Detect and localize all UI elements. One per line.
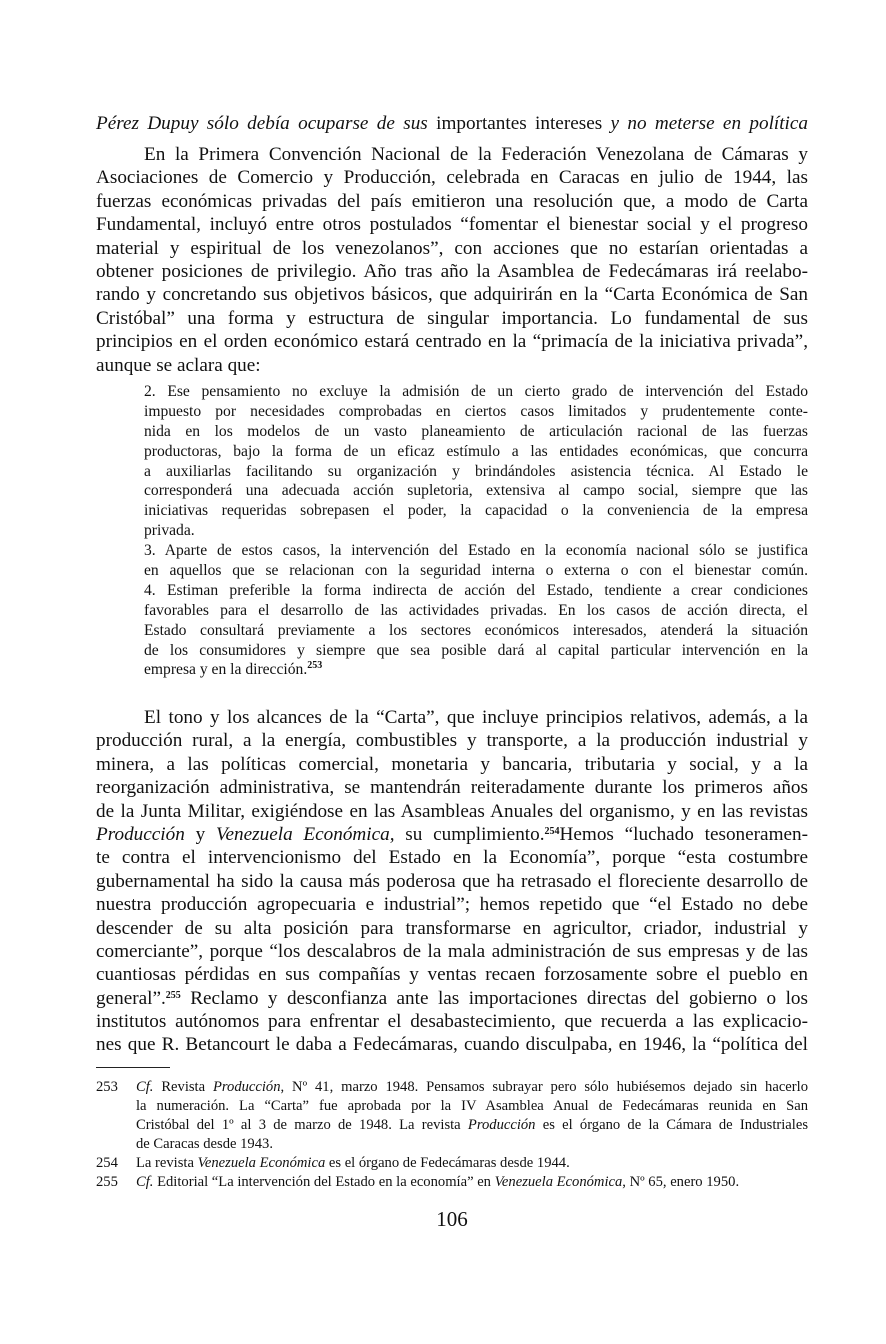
journal-title: Producción xyxy=(467,1117,536,1133)
text: Hemos “luchado tesoneramen- xyxy=(559,823,808,845)
quote-line: iniciativas requeridas sobrepasen el poder, la capacidad o la conveniencia de la empresa xyxy=(144,502,808,520)
page-number: 106 xyxy=(436,1207,468,1231)
footnote-line: de Caracas desde 1943. xyxy=(136,1136,273,1152)
section-heading xyxy=(96,111,808,137)
text: Cf. xyxy=(136,1079,154,1095)
heading-roman-part: importantes intereses xyxy=(427,113,611,134)
paragraph-line: El tono y los alcances de la “Carta”, que incluye principios relativos, además, a la xyxy=(144,707,808,728)
paragraph-line: En la Primera Convención Nacional de la Federación Venezolana de Cámaras y xyxy=(144,144,808,165)
text: es el órgano de Fedecámaras desde 1944. xyxy=(325,1155,570,1171)
paragraph-line: reorganización administrativa, se mantendrán reiteradamente durante los primeros años xyxy=(96,777,808,799)
paragraph-line: fuerzas económicas privadas del país emitieron una resolución que, a modo de Carta xyxy=(96,190,808,212)
paragraph-2 xyxy=(96,706,808,1057)
paragraph-line: comerciante”, porque “los descalabros de la mala administración de sus empresas y de las xyxy=(96,940,808,962)
text: general”. xyxy=(96,987,166,1009)
footnote-line xyxy=(136,1173,808,1192)
paragraph-line: cuantiosas pérdidas en sus compañías y ventas recaen forzosamente sobre el pueblo en xyxy=(96,964,808,986)
paragraph-line xyxy=(96,987,808,1010)
text: Cf. xyxy=(136,1174,154,1190)
journal-title: Producción xyxy=(96,823,185,845)
text: , Nº 41, marzo 1948. Pensamos subrayar pero sólo hubiésemos dejado sin hacerlo xyxy=(280,1079,808,1095)
paragraph-line: minera, a las políticas comercial, monetaria y bancaria, tributaria y social, y a la xyxy=(96,753,808,775)
paragraph-line: descender de su alta posición para transformarse en agricultor, criador, industrial y xyxy=(96,917,808,939)
footnotes xyxy=(96,1078,808,1192)
footnote-separator xyxy=(96,1067,170,1068)
paragraph-line: aunque se aclara que: xyxy=(96,354,261,376)
quote-line: favorables para el desarrollo de las actividades privadas. En los casos de acción directa, el xyxy=(144,601,808,619)
paragraph-line: rando y concretando sus objetivos básicos, que adquirirán en la “Carta Económica de San xyxy=(96,284,808,306)
paragraph-line: producción rural, a la energía, combustibles y transporte, a la producción industrial y xyxy=(96,730,808,752)
paragraph-line: nes que R. Betancourt le daba a Fedecámaras, cuando disculpaba, en 1946, la “política del xyxy=(96,1034,808,1056)
journal-title: Venezuela Económica, xyxy=(215,823,395,845)
text: Cristóbal del 1º al 3 de marzo de 1948. La revista xyxy=(136,1117,468,1133)
paragraph-line: te contra el intervencionismo del Estado en la Economía”, porque “esta costumbre xyxy=(96,847,808,869)
quote-line: nida en los modelos de un vasto planeamiento de articulación racional de las fuerzas xyxy=(144,422,808,440)
paragraph-1 xyxy=(96,143,808,377)
footnote-254 xyxy=(96,1154,808,1173)
paragraph-line: gubernamental ha sido la causa más poderosa que ha retrasado el floreciente desarrollo de xyxy=(96,870,808,892)
journal-title: Venezuela Económica xyxy=(197,1155,326,1171)
text: Revista xyxy=(153,1079,213,1095)
quote-line: 4. Estiman preferible la forma indirecta de acción del Estado, tendiente a crear condiciones xyxy=(144,581,808,599)
footnote-line: la numeración. La “Carta” fue aprobada por la IV Asamblea Anual de Fedecámaras reunida en San xyxy=(136,1098,808,1114)
text: es el órgano de la Cámara de Industriales xyxy=(535,1117,808,1133)
heading-italic-part-2: y no meterse en política xyxy=(610,113,809,134)
text: , Nº 65, enero 1950. xyxy=(622,1174,740,1190)
quote-line: productoras, bajo la forma de un eficaz estímulo a las entidades económicas, que concurra xyxy=(144,442,808,460)
quote-line: de los consumidores y siempre que sea posible dará al capital particular intervención en la xyxy=(144,641,808,659)
text: y xyxy=(184,823,216,845)
paragraph-line: principios en el orden económico estará centrado en la “primacía de la iniciativa privada”, xyxy=(96,331,808,353)
quote-line: 3. Aparte de estos casos, la intervención del Estado en la economía nacional sólo se justifica xyxy=(144,542,808,560)
footnote-ref-254[interactable]: 254 xyxy=(544,825,560,837)
footnote-number: 253 xyxy=(96,1079,118,1095)
footnote-ref-253[interactable]: 253 xyxy=(307,660,323,672)
paragraph-line: Fundamental, incluyó entre otros postulados “fomentar el bienestar social y el progreso xyxy=(96,214,808,236)
footnote-line xyxy=(136,1078,808,1097)
quote-line: Estado consultará previamente a los sectores económicos interesados, atenderá la situación xyxy=(144,621,808,639)
paragraph-line: nuestra producción agropecuaria e industrial”; hemos repetido que “el Estado no debe xyxy=(96,894,808,916)
quote-line-text: empresa y en la dirección. xyxy=(144,661,308,679)
footnote-number: 255 xyxy=(96,1174,118,1190)
journal-title: Venezuela Económica xyxy=(494,1174,623,1190)
text: Editorial “La intervención del Estado en la economía” en xyxy=(153,1174,495,1190)
footnote-number: 254 xyxy=(96,1155,118,1171)
quote-line: 2. Ese pensamiento no excluye la admisión de un cierto grado de intervención del Estado xyxy=(144,383,808,400)
heading-italic-part-1: Pérez Dupuy sólo debía ocuparse de sus xyxy=(96,113,428,134)
text: su cumplimiento. xyxy=(394,823,545,845)
paragraph-line: obtener posiciones de privilegio. Año tras año la Asamblea de Fedecámaras irá reelabo- xyxy=(96,260,808,282)
quote-line: a auxiliarlas facilitando su organización y brindándoles asistencia técnica. Al Estado le xyxy=(144,462,808,480)
paragraph-line: de la Junta Militar, exigiéndose en las Asambleas Anuales del organismo, y en las revistas xyxy=(96,800,808,822)
quote-line: en aquellos que se relacionan con la seguridad interna o externa o con el bienestar común. xyxy=(144,562,808,580)
quote-line: privada. xyxy=(144,522,195,540)
text: Reclamo y desconfianza ante las importaciones directas del gobierno o los xyxy=(180,987,808,1009)
footnote-ref-255[interactable]: 255 xyxy=(165,989,181,1001)
quote-line: impuesto por necesidades comprobadas en ciertos casos limitados y prudentemente conte- xyxy=(144,402,808,420)
footnote-255 xyxy=(96,1173,808,1192)
quote-line xyxy=(144,660,808,680)
blockquote xyxy=(144,382,808,680)
paragraph-line: Cristóbal” una forma y estructura de singular importancia. Lo fundamental de sus xyxy=(96,307,808,329)
journal-title: Producción xyxy=(212,1079,281,1095)
text: La revista xyxy=(136,1155,198,1171)
footnote-253 xyxy=(96,1078,808,1154)
footnote-line xyxy=(136,1154,808,1173)
footnote-line xyxy=(136,1116,808,1135)
paragraph-line: Asociaciones de Comercio y Producción, celebrada en Caracas en julio de 1944, las xyxy=(96,167,808,189)
paragraph-line: institutos autónomos para enfrentar el desabastecimiento, que recuerda a las explicacio- xyxy=(96,1011,808,1033)
paragraph-line xyxy=(96,823,808,846)
quote-line: corresponderá una adecuada acción supletoria, extensiva al campo social, siempre que las xyxy=(144,482,808,500)
paragraph-line: material y espiritual de los venezolanos”, con acciones que no estarían orientadas a xyxy=(96,237,808,259)
